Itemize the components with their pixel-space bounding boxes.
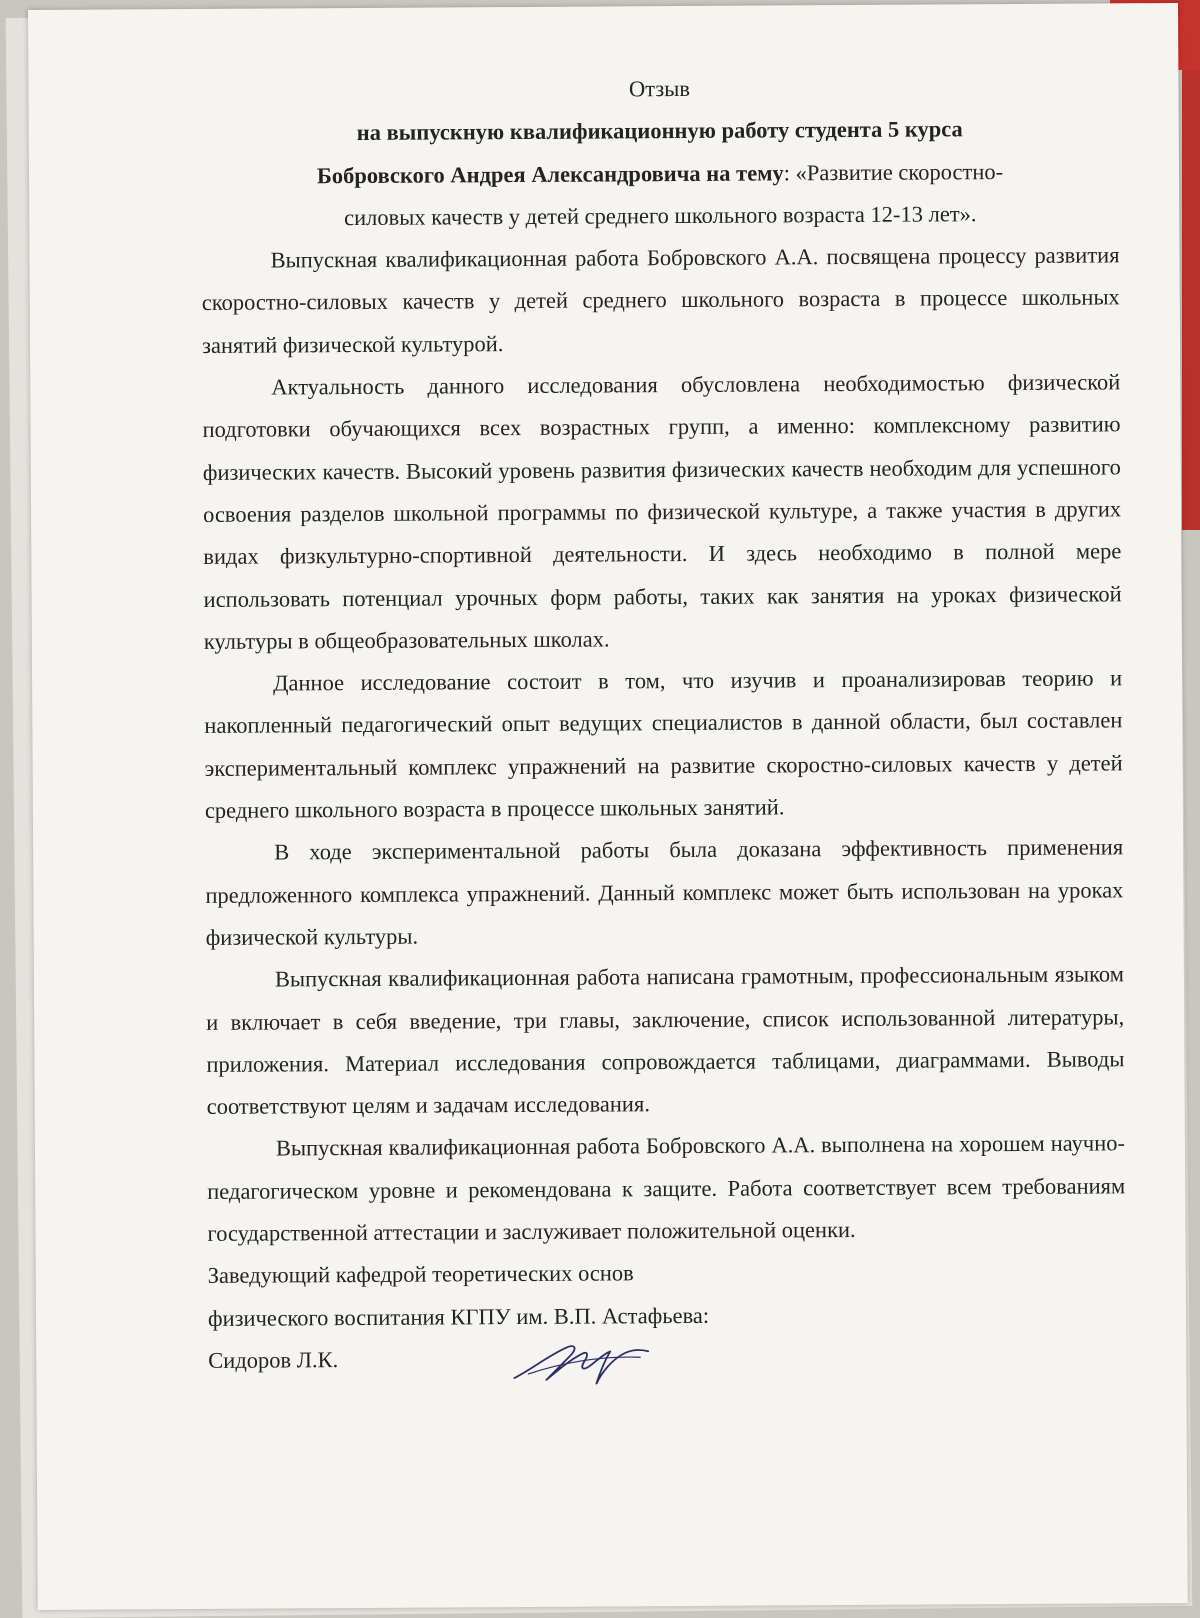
topic-start: : «Развитие скоростно- — [783, 158, 1004, 185]
document-subtitle-line2 — [201, 150, 1119, 198]
document-subtitle-line1: на выпускную квалификационную работу студента 5 курса — [356, 116, 963, 146]
document-page — [28, 3, 1188, 1610]
red-folder-edge — [1182, 70, 1200, 530]
paragraph-2: Актуальность данного исследования обусловлена необходимостью физической подготовки обучающихся всех возрастных групп, а именно: комплексному развитию физических качеств. Высокий уровень развития физических качеств необходим для успешного освоения разделов школьной программы по физической культуре, а также участия в других видах физкультурно-спортивной деятельности. И здесь необходимо в полной мере использовать потенциал урочных форм работы, таких как занятия на уроках физической культуры в общеобразовательных школах. — [202, 369, 1122, 654]
signatory-position-line1: Заведующий кафедрой теоретических основ — [207, 1260, 634, 1289]
handwritten-signature — [508, 1333, 658, 1394]
paragraph-5: Выпускная квалификационная работа написана грамотным, профессиональным языком и включает в себя введение, три главы, заключение, список использованной литературы, приложения. Материал исследования сопровождается таблицами, диаграммами. Выводы соответствуют целям и задачам исследования. — [206, 961, 1125, 1120]
signatory-name: Сидоров Л.К. — [208, 1347, 339, 1373]
signatory-position-line2: физического воспитания КГПУ им. В.П. Астафьева: — [207, 1302, 710, 1331]
document-subtitle-line3: силовых качеств у детей среднего школьного возраста 12-13 лет». — [343, 201, 977, 230]
signature-line — [208, 1334, 1126, 1382]
paragraph-6: Выпускная квалификационная работа Бобровского А.А. выполнена на хорошем научно-педагогическом уровне и рекомендована к защите. Работа соответствует всем требованиям государственной аттестации и заслуживает положительной оценки. — [207, 1130, 1126, 1246]
document-body — [200, 65, 1126, 1382]
document-title: Отзыв — [628, 75, 691, 102]
student-name: Бобровского Андрея Александровича на тему — [316, 159, 784, 188]
paragraph-3: Данное исследование состоит в том, что изучив и проанализировав теорию и накопленный педагогический опыт ведущих специалистов в данной области, был составлен экспериментальный комплекс упражнений на развитие скоростно-силовых качеств у детей среднего школьного возраста в процессе школьных занятий. — [204, 665, 1123, 823]
paragraph-4: В ходе экспериментальной работы была доказана эффективность применения предложенного комплекса упражнений. Данный комплекс может быть использован на уроках физической культуры. — [205, 834, 1124, 950]
paragraph-1: Выпускная квалификационная работа Бобровского А.А. посвящена процессу развития скоростно-силовых качеств у детей среднего школьного возраста в процессе школьных занятий физической культурой. — [201, 242, 1120, 358]
